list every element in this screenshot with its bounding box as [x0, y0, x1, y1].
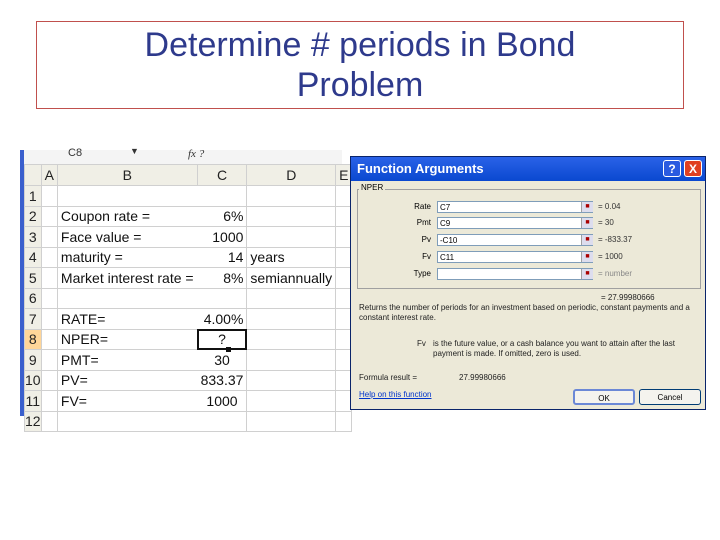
sheet-row-10 [25, 370, 352, 391]
cell-d1[interactable] [247, 186, 336, 207]
sheet-row-3 [25, 227, 352, 248]
cell-b8[interactable]: NPER= [57, 329, 197, 350]
fv-result: = 1000 [598, 252, 623, 261]
formula-text[interactable]: ? [198, 148, 205, 160]
cell-b1[interactable] [57, 186, 197, 207]
type-result: = number [598, 269, 633, 278]
sheet-row-8 [25, 329, 352, 350]
formula-result-value: 27.99980666 [459, 373, 506, 382]
row-header[interactable]: 11 [25, 391, 42, 412]
cell-c6[interactable] [197, 288, 247, 309]
rate-collapse-icon[interactable]: ■ [581, 202, 593, 212]
row-header[interactable]: 1 [25, 186, 42, 207]
cell-c2[interactable]: 6% [197, 206, 247, 227]
close-button[interactable]: X [684, 160, 702, 177]
pv-label: Pv [421, 235, 431, 244]
cell-d2[interactable] [247, 206, 336, 227]
cell-a3[interactable] [41, 227, 57, 248]
row-header[interactable]: 12 [25, 411, 42, 432]
pmt-collapse-icon[interactable]: ■ [581, 218, 593, 228]
cell-a7[interactable] [41, 309, 57, 330]
cell-c7[interactable]: 4.00% [197, 309, 247, 330]
help-on-function-link[interactable]: Help on this function [359, 390, 432, 399]
type-collapse-icon[interactable]: ■ [581, 269, 593, 279]
pv-result: = -833.37 [598, 235, 633, 244]
help-button[interactable]: ? [663, 160, 681, 177]
cancel-button[interactable]: Cancel [639, 389, 701, 405]
cell-a12[interactable] [41, 411, 57, 432]
cell-d3[interactable] [247, 227, 336, 248]
row-header[interactable]: 9 [25, 350, 42, 371]
name-box-dropdown-icon[interactable]: ▼ [130, 146, 139, 156]
cell-d4[interactable]: years [247, 247, 336, 268]
cell-b12[interactable] [57, 411, 197, 432]
cell-c8-active[interactable]: ? [197, 329, 247, 350]
pmt-result: = 30 [598, 218, 614, 227]
sheet-row-1 [25, 186, 352, 207]
cell-d7[interactable] [247, 309, 336, 330]
fv-collapse-icon[interactable]: ■ [581, 252, 593, 262]
cell-a2[interactable] [41, 206, 57, 227]
cell-b11[interactable]: FV= [57, 391, 197, 412]
cell-b9[interactable]: PMT= [57, 350, 197, 371]
cell-a11[interactable] [41, 391, 57, 412]
column-header-c[interactable]: C [197, 165, 247, 186]
cell-b7[interactable]: RATE= [57, 309, 197, 330]
cell-d5[interactable]: semiannually [247, 268, 336, 289]
slide-title-box [36, 21, 684, 109]
column-header-a[interactable]: A [41, 165, 57, 186]
cell-c9[interactable]: 30 [197, 350, 247, 371]
sheet-row-2 [25, 206, 352, 227]
row-header-selected[interactable]: 8 [25, 329, 42, 350]
sheet-row-6 [25, 288, 352, 309]
cell-d10[interactable] [247, 370, 336, 391]
row-header[interactable]: 3 [25, 227, 42, 248]
rate-label: Rate [414, 202, 431, 211]
select-all-corner[interactable] [25, 165, 42, 186]
cell-b3[interactable]: Face value = [57, 227, 197, 248]
fv-input[interactable]: C11 [437, 251, 593, 263]
cell-c4[interactable]: 14 [197, 247, 247, 268]
cell-a10[interactable] [41, 370, 57, 391]
slide-title-line-2: Problem [296, 66, 424, 104]
row-header[interactable]: 10 [25, 370, 42, 391]
cell-b6[interactable] [57, 288, 197, 309]
row-header[interactable]: 2 [25, 206, 42, 227]
cell-d6[interactable] [247, 288, 336, 309]
sheet-row-5 [25, 268, 352, 289]
cell-d8[interactable] [247, 329, 336, 350]
sheet-row-12 [25, 411, 352, 432]
computed-value: = 27.99980666 [601, 293, 655, 302]
cell-b2[interactable]: Coupon rate = [57, 206, 197, 227]
cell-d11[interactable] [247, 391, 336, 412]
row-header[interactable]: 7 [25, 309, 42, 330]
cell-a8[interactable] [41, 329, 57, 350]
cell-a9[interactable] [41, 350, 57, 371]
pmt-input[interactable]: C9 [437, 217, 593, 229]
spreadsheet [20, 146, 349, 430]
cell-b5[interactable]: Market interest rate = [57, 268, 197, 289]
function-name: NPER [361, 183, 384, 192]
sheet-row-7 [25, 309, 352, 330]
function-arguments-dialog [350, 156, 706, 410]
cell-c1[interactable] [197, 186, 247, 207]
sheet-row-4 [25, 247, 352, 268]
fx-label: fx [188, 148, 196, 160]
cell-c12[interactable] [197, 411, 247, 432]
arg-help-text: is the future value, or a cash balance you want to attain after the last payment is made. If omitted, zero is used. [433, 339, 675, 358]
sheet-row-11 [25, 391, 352, 412]
function-description: Returns the number of periods for an investment based on periodic, constant payments and a constant interest rate. [359, 303, 690, 322]
cell-c10[interactable]: 833.37 [197, 370, 247, 391]
column-header-b[interactable]: B [57, 165, 197, 186]
dialog-title: Function Arguments [357, 161, 484, 176]
cell-c11[interactable]: 1000 [197, 391, 247, 412]
pv-input[interactable]: -C10 [437, 234, 593, 246]
cell-a5[interactable] [41, 268, 57, 289]
row-header[interactable]: 5 [25, 268, 42, 289]
row-header[interactable]: 6 [25, 288, 42, 309]
fx-icon[interactable] [188, 148, 204, 160]
cell-a1[interactable] [41, 186, 57, 207]
cell-b4[interactable]: maturity = [57, 247, 197, 268]
sheet-row-9 [25, 350, 352, 371]
rate-result: = 0.04 [598, 202, 621, 211]
pmt-label: Pmt [416, 218, 431, 227]
rate-input[interactable]: C7 [437, 201, 593, 213]
cell-e12[interactable] [336, 411, 352, 432]
row-header[interactable]: 4 [25, 247, 42, 268]
slide-title-line-1: Determine # periods in Bond [144, 26, 576, 64]
name-box[interactable]: C8 [68, 147, 83, 159]
type-input[interactable] [437, 268, 593, 280]
column-header-d[interactable]: D [247, 165, 336, 186]
dialog-titlebar[interactable] [351, 157, 705, 181]
cell-a4[interactable] [41, 247, 57, 268]
pv-collapse-icon[interactable]: ■ [581, 235, 593, 245]
formula-result-label: Formula result = [359, 373, 418, 382]
formula-bar [24, 146, 342, 165]
cell-b10[interactable]: PV= [57, 370, 197, 391]
cell-grid [24, 164, 352, 432]
fv-label: Fv [422, 252, 431, 261]
cell-a6[interactable] [41, 288, 57, 309]
cell-c3[interactable]: 1000 [197, 227, 247, 248]
cell-d12[interactable] [247, 411, 336, 432]
ok-button[interactable]: OK [573, 389, 635, 405]
type-label: Type [413, 269, 431, 278]
arg-help-label: Fv [417, 339, 426, 348]
cell-d9[interactable] [247, 350, 336, 371]
cell-c5[interactable]: 8% [197, 268, 247, 289]
column-header-e[interactable]: E [336, 165, 352, 186]
fill-handle[interactable] [226, 347, 231, 352]
